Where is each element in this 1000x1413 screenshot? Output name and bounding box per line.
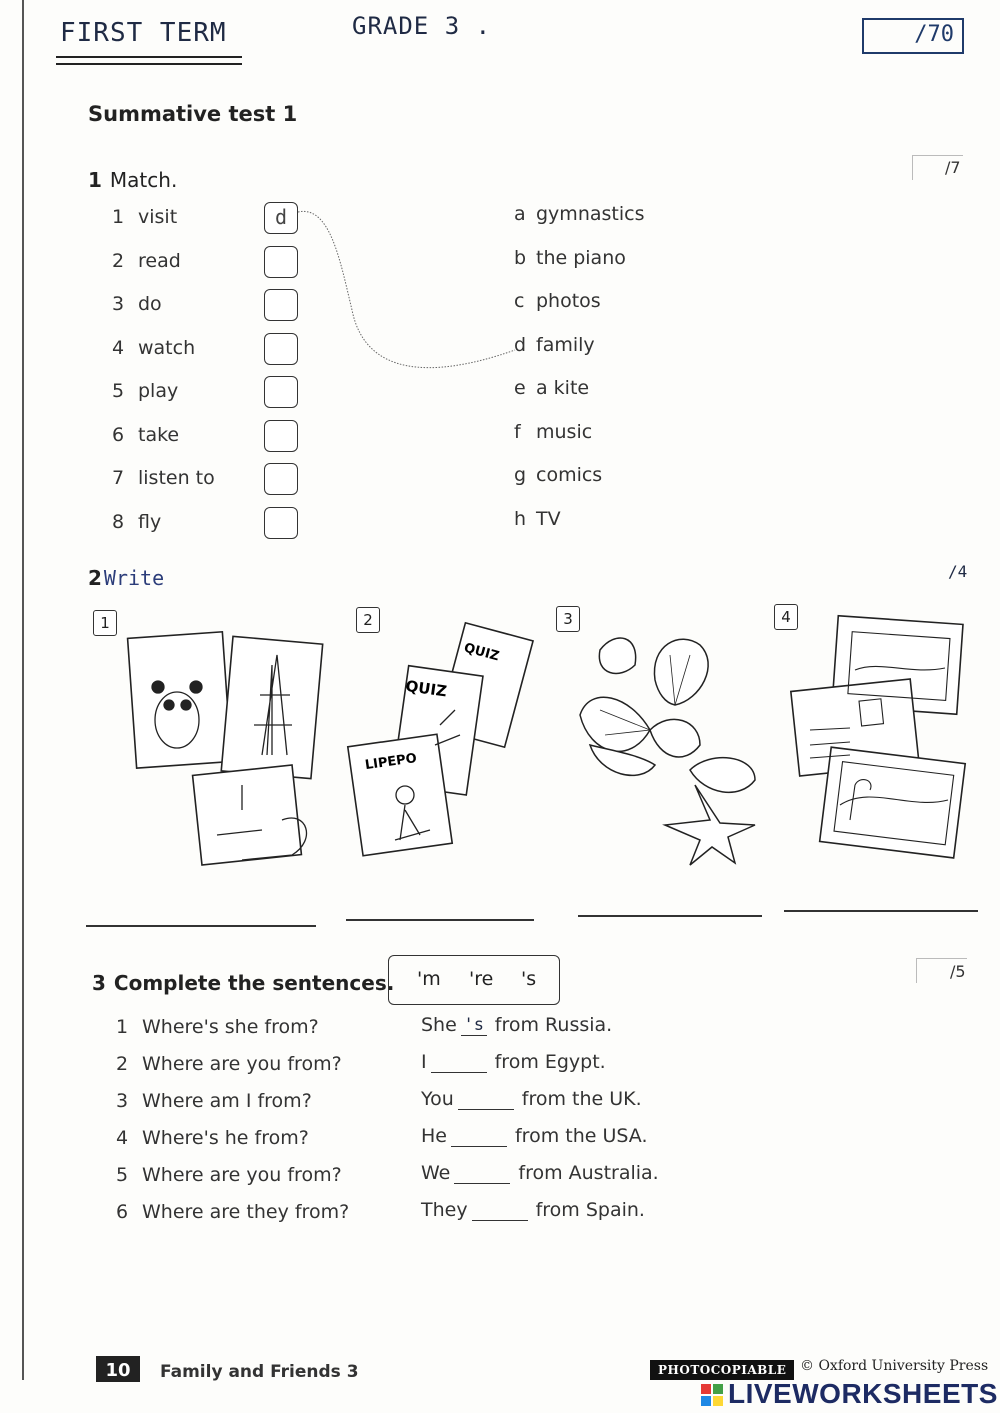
answer-subject: They: [421, 1199, 468, 1221]
match-right-text: music: [536, 420, 593, 443]
answer-sentence: [421, 1014, 612, 1036]
match-left-item: [112, 337, 195, 359]
answer-sentence: [421, 1162, 659, 1184]
answer-blank[interactable]: [454, 1163, 510, 1184]
liveworksheets-logo-icon: [700, 1383, 724, 1407]
match-right-letter: b: [514, 246, 527, 269]
section1-heading: [88, 168, 177, 192]
match-left-item: [112, 511, 161, 533]
match-left-number: 7: [112, 467, 125, 489]
match-right-letter: a: [514, 203, 526, 225]
question-text: Where are they from?: [142, 1201, 350, 1223]
question-item: [116, 1090, 312, 1112]
answer-blank[interactable]: [431, 1052, 487, 1073]
match-left-text: visit: [138, 206, 178, 228]
match-left-text: do: [138, 293, 162, 315]
section1-title: Match.: [109, 168, 178, 192]
match-left-item: [112, 250, 181, 272]
picture-number-4: 4: [774, 604, 798, 630]
match-left-number: 6: [112, 423, 125, 446]
answer-subject: We: [421, 1162, 451, 1184]
answer-blank[interactable]: 's: [461, 1015, 487, 1036]
question-item: [116, 1053, 342, 1075]
answer-rest: from Australia.: [518, 1162, 659, 1184]
match-left-number: 8: [112, 510, 125, 533]
write-line-4[interactable]: [784, 910, 978, 912]
match-right-item: [514, 508, 561, 530]
match-left-number: 3: [112, 293, 125, 315]
word-option-m: 'm: [417, 968, 441, 990]
comic-title-3: LIPEPO: [364, 751, 418, 774]
word-option-s: 's: [521, 968, 537, 990]
match-left-item: [112, 293, 162, 315]
total-score-box: [862, 18, 964, 54]
match-right-letter: e: [514, 377, 526, 399]
comic-title-1: QUIZ: [462, 640, 501, 665]
answer-rest: from Russia.: [494, 1014, 613, 1036]
answer-rest: from Spain.: [535, 1199, 645, 1221]
term-underline: [56, 56, 242, 58]
section1-number: 1: [88, 168, 102, 192]
match-right-letter: f: [514, 420, 521, 443]
question-item: [116, 1127, 309, 1149]
match-right-letter: d: [514, 333, 527, 356]
picture-number-3: 3: [556, 606, 580, 632]
comic-title-2: QUIZ: [404, 676, 448, 701]
match-left-item: [112, 424, 179, 446]
answer-blank[interactable]: [458, 1089, 514, 1110]
match-left-text: play: [138, 380, 179, 402]
match-right-text: photos: [536, 290, 601, 312]
publisher-credit: © Oxford University Press: [800, 1358, 989, 1374]
match-connector-line: [290, 200, 530, 390]
question-number: 4: [116, 1127, 129, 1149]
answer-rest: from Egypt.: [494, 1051, 606, 1073]
match-right-letter: h: [514, 507, 527, 530]
match-answer-box[interactable]: [264, 507, 298, 539]
section3-title: Complete the sentences.: [113, 971, 395, 995]
answer-subject: You: [421, 1088, 454, 1110]
answer-sentence: [421, 1088, 642, 1110]
grade-label: GRADE 3 .: [352, 12, 492, 40]
match-right-letter: g: [514, 464, 527, 486]
photos-illustration: [122, 625, 332, 875]
match-right-text: comics: [536, 464, 603, 486]
match-left-number: 1: [112, 206, 125, 228]
section3-number: 3: [92, 971, 106, 995]
question-text: Where am I from?: [142, 1090, 312, 1112]
answer-sentence: [421, 1051, 606, 1073]
question-number: 2: [116, 1053, 129, 1075]
write-line-2[interactable]: [346, 919, 534, 921]
question-number: 1: [116, 1016, 129, 1038]
match-left-item: [112, 380, 178, 402]
match-right-item: [514, 247, 626, 269]
match-right-text: gymnastics: [536, 203, 645, 225]
section3-marks: /5: [950, 962, 966, 981]
question-text: Where are you from?: [142, 1164, 342, 1186]
page-title: Summative test 1: [88, 102, 298, 126]
word-box: [388, 955, 560, 1005]
section2-heading: [88, 566, 164, 590]
page-number: 10: [96, 1356, 140, 1382]
answer-sentence: [421, 1125, 647, 1147]
match-left-text: read: [138, 249, 181, 272]
shells-illustration: [570, 625, 770, 870]
match-right-item: [514, 203, 644, 225]
book-title: Family and Friends 3: [160, 1362, 359, 1382]
answer-blank[interactable]: [451, 1126, 507, 1147]
question-item: [116, 1164, 342, 1186]
answer-subject: He: [421, 1125, 447, 1147]
match-left-text: take: [138, 423, 180, 446]
match-left-item: [112, 467, 215, 489]
match-right-item: [514, 421, 592, 443]
match-right-text: the piano: [536, 246, 626, 269]
match-answer: d: [274, 205, 288, 229]
postcards-illustration: [780, 610, 975, 865]
match-left-text: fly: [138, 510, 162, 533]
match-right-letter: c: [514, 290, 525, 312]
write-line-1[interactable]: [86, 925, 316, 927]
question-item: [116, 1201, 349, 1223]
match-right-text: TV: [536, 507, 561, 530]
question-text: Where are you from?: [142, 1053, 342, 1075]
match-left-text: watch: [138, 336, 196, 359]
match-right-item: [514, 464, 602, 486]
question-number: 6: [116, 1201, 129, 1223]
word-option-re: 're: [469, 968, 494, 990]
section2-number: 2: [88, 566, 102, 590]
answer-sentence: [421, 1199, 645, 1221]
answer-subject: I: [421, 1051, 427, 1073]
question-number: 5: [116, 1164, 129, 1186]
section3-heading: [92, 971, 394, 995]
question-text: Where's she from?: [142, 1016, 319, 1038]
answer-blank[interactable]: [472, 1200, 528, 1221]
match-left-item: [112, 206, 177, 228]
photocopiable-badge: PHOTOCOPIABLE: [650, 1360, 794, 1380]
term-underline-second: [56, 63, 242, 65]
match-left-number: 2: [112, 249, 125, 272]
match-answer-box[interactable]: [264, 420, 298, 452]
comics-illustration: [335, 615, 535, 865]
picture-number-1: 1: [93, 610, 117, 636]
picture-number-2: 2: [356, 607, 380, 633]
question-number: 3: [116, 1090, 129, 1112]
answer-rest: from the UK.: [521, 1088, 642, 1110]
section2-title: Write: [103, 566, 165, 590]
match-left-number: 4: [112, 336, 125, 359]
total-score: /70: [914, 22, 954, 47]
question-text: Where's he from?: [142, 1127, 309, 1149]
match-answer-box[interactable]: [264, 463, 298, 495]
term-label: FIRST TERM: [60, 18, 227, 48]
answer-rest: from the USA.: [514, 1125, 648, 1147]
match-left-number: 5: [112, 380, 125, 402]
match-right-text: family: [536, 333, 595, 356]
section2-marks: /4: [948, 562, 968, 581]
page-edge: [22, 0, 24, 1380]
liveworksheets-brand[interactable]: LIVEWORKSHEETS: [728, 1378, 998, 1409]
match-left-text: listen to: [138, 467, 215, 489]
write-line-3[interactable]: [578, 915, 762, 917]
section1-marks: /7: [945, 158, 961, 177]
question-item: [116, 1016, 319, 1038]
match-right-text: a kite: [536, 377, 590, 399]
answer-subject: She: [421, 1014, 457, 1036]
